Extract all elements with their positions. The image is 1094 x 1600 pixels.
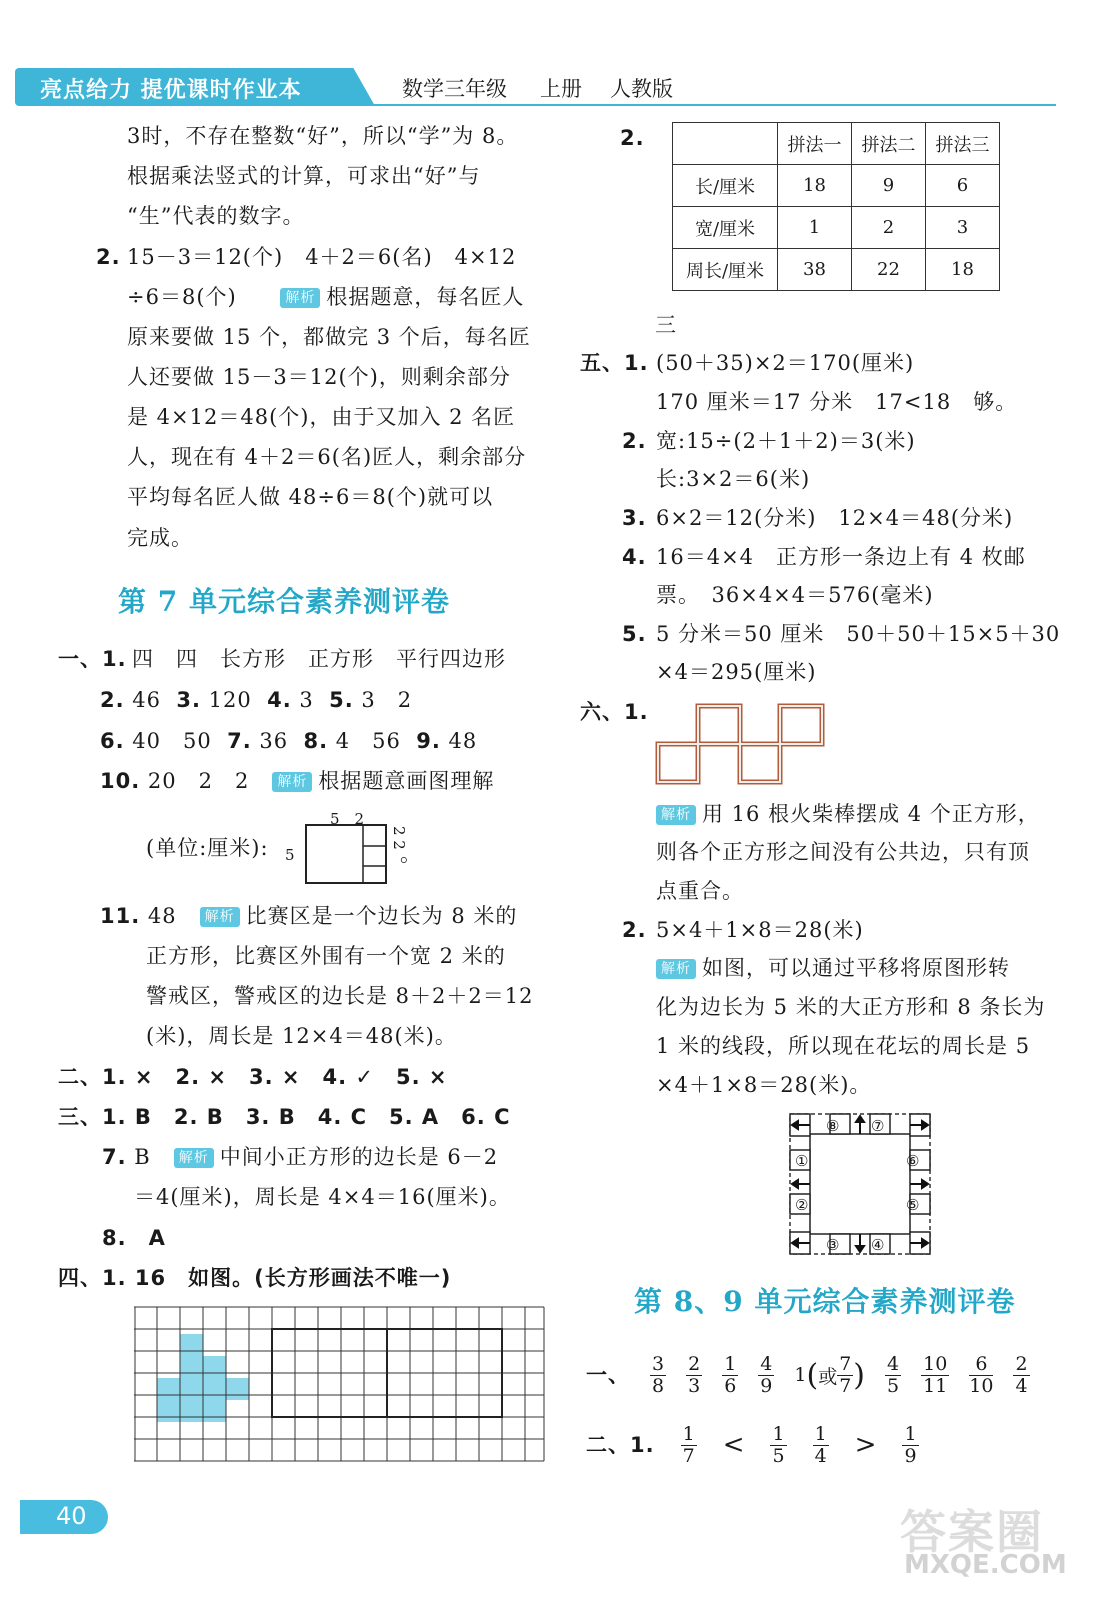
fraction: $\frac{1}{4}$ bbox=[814, 1422, 827, 1467]
text-line bbox=[656, 802, 1040, 826]
question-number: 10. bbox=[100, 769, 141, 793]
section-label: 六、1. bbox=[580, 700, 649, 724]
table-cell: 3 bbox=[926, 207, 1000, 249]
table-cell: 22 bbox=[852, 249, 926, 291]
answer: 48 bbox=[448, 729, 478, 753]
answer: 3 2 bbox=[361, 688, 413, 712]
answer: 120 bbox=[208, 688, 252, 712]
answer: 40 50 bbox=[132, 729, 212, 753]
answer-row bbox=[100, 904, 517, 928]
fraction-alt: 1 ( 或 $\frac{7}{7}$ ) bbox=[794, 1352, 866, 1397]
question-number: 2. bbox=[622, 918, 647, 942]
table-row-label: 宽/厘米 bbox=[673, 207, 778, 249]
table-corner bbox=[673, 123, 778, 165]
text-line: 宽:15÷(2＋1＋2)＝3(米) bbox=[656, 429, 916, 453]
table-cell: 1 bbox=[778, 207, 852, 249]
analysis-tag: 解析 bbox=[200, 907, 240, 927]
text-line: 原来要做 15 个，都做完 3 个后，每名匠 bbox=[127, 325, 531, 349]
section-label: 二、1. bbox=[586, 1433, 655, 1457]
text-line: 1 米的线段，所以现在花坛的周长是 5 bbox=[656, 1034, 1031, 1058]
question-number: 3. bbox=[622, 506, 647, 530]
answer-3: 三 bbox=[655, 313, 677, 337]
text-line: 5 分米＝50 厘米 50＋50＋15×5＋30 bbox=[656, 622, 1061, 646]
fraction: $\frac{6}{10}$ bbox=[969, 1352, 994, 1397]
question-number: 2. bbox=[100, 688, 125, 712]
fraction: $\frac{2}{3}$ bbox=[688, 1352, 701, 1397]
greater-than-sign: > bbox=[854, 1430, 877, 1460]
text-line: (50＋35)×2＝170(厘米) bbox=[656, 351, 915, 375]
table-row-label: 长/厘米 bbox=[673, 165, 778, 207]
figure-label: ① bbox=[795, 1152, 809, 1170]
section-4-answer: 四、1. 16 如图。(长方形画法不唯一) bbox=[58, 1266, 452, 1290]
text-line bbox=[656, 956, 1010, 980]
text-line: 人，现在有 4＋2＝6(名)匠人，剩余部分 bbox=[127, 445, 527, 469]
question-number: 5. bbox=[622, 622, 647, 646]
text-line: 完成。 bbox=[127, 526, 193, 550]
question-number: 3. bbox=[176, 688, 201, 712]
figure-label: ⑦ bbox=[871, 1117, 885, 1135]
unit-note: (单位:厘米): bbox=[146, 836, 269, 860]
fraction: $\frac{1}{6}$ bbox=[724, 1352, 737, 1397]
text-part: 根据题意画图理解 bbox=[318, 769, 495, 793]
question-number: 4. bbox=[622, 545, 647, 569]
dim-label-top: 5 2 bbox=[330, 810, 365, 828]
question-number: 2. bbox=[96, 245, 121, 269]
analysis-tag: 解析 bbox=[656, 805, 696, 825]
answer-row bbox=[100, 769, 494, 793]
section-label: 五、1. bbox=[580, 351, 649, 375]
header-brand: 亮点给力 提优课时作业本 bbox=[40, 78, 302, 103]
table-header: 拼法三 bbox=[926, 123, 1000, 165]
table-cell: 2 bbox=[852, 207, 926, 249]
less-than-sign: < bbox=[722, 1430, 745, 1460]
q10-rectangle-figure bbox=[305, 824, 387, 884]
fraction: $\frac{4}{9}$ bbox=[760, 1352, 773, 1397]
fraction: $\frac{2}{4}$ bbox=[1015, 1352, 1028, 1397]
dim-label-left: 5 bbox=[285, 846, 295, 864]
header-subject: 数学三年级 bbox=[402, 77, 507, 101]
answer-row: 8. A bbox=[102, 1226, 166, 1250]
analysis-tag: 解析 bbox=[272, 772, 312, 792]
answer: 48 bbox=[147, 904, 177, 928]
figure-label: ⑤ bbox=[906, 1196, 920, 1214]
answer-row bbox=[100, 688, 412, 712]
question-number: 7. bbox=[227, 729, 252, 753]
text-line: 化为边长为 5 米的大正方形和 8 条长为 bbox=[656, 995, 1046, 1019]
fraction-alt-number: 1 bbox=[794, 1364, 807, 1386]
dim-label-right: 2 2 bbox=[390, 826, 408, 850]
fraction-alt-word: 或 bbox=[818, 1365, 838, 1388]
section-89-title: 第 8、9 单元综合素养测评卷 bbox=[634, 1285, 1016, 1318]
question-number: 4. bbox=[267, 688, 292, 712]
text-line: 长:3×2＝6(米) bbox=[656, 467, 811, 491]
text-line: 警戒区，警戒区的边长是 8＋2＋2＝12 bbox=[146, 984, 534, 1008]
text-line: ×4＋1×8＝28(米)。 bbox=[656, 1073, 872, 1097]
comparison-row bbox=[586, 1420, 919, 1470]
fraction: $\frac{10}{11}$ bbox=[923, 1352, 948, 1397]
answer: B bbox=[134, 1145, 151, 1169]
figure-label: ④ bbox=[871, 1236, 885, 1254]
text-line: 票。 36×4×4＝576(毫米) bbox=[656, 583, 934, 607]
answer: 20 2 2 bbox=[147, 769, 250, 793]
text-line: ＝4(厘米)，周长是 4×4＝16(厘米)。 bbox=[134, 1185, 511, 1209]
answer-line: 四 四 长方形 正方形 平行四边形 bbox=[132, 647, 506, 671]
text-line: “生”代表的数字。 bbox=[127, 204, 305, 228]
matchstick-squares-figure bbox=[652, 700, 828, 786]
text-line: 则各个正方形之间没有公共边，只有顶 bbox=[656, 840, 1030, 864]
text-line: (米)，周长是 12×4＝48(米)。 bbox=[146, 1024, 457, 1048]
table-cell: 6 bbox=[926, 165, 1000, 207]
section-3-answers: 三、1. B 2. B 3. B 4. C 5. A 6. C bbox=[58, 1105, 511, 1129]
text-part: 如图，可以通过平移将原图形转 bbox=[702, 956, 1010, 980]
watermark-logo: 答案圈 bbox=[900, 1505, 1044, 1559]
figure-label: ③ bbox=[826, 1236, 840, 1254]
fraction: $\frac{3}{8}$ bbox=[652, 1352, 665, 1397]
answer: 46 bbox=[132, 688, 162, 712]
analysis-tag: 解析 bbox=[656, 959, 696, 979]
table-header: 拼法二 bbox=[852, 123, 926, 165]
answer: 4 56 bbox=[335, 729, 401, 753]
question-number: 6. bbox=[100, 729, 125, 753]
figure-label: ② bbox=[795, 1196, 809, 1214]
text-part: 用 16 根火柴棒摆成 4 个正方形， bbox=[702, 802, 1040, 826]
question-number: 5. bbox=[329, 688, 354, 712]
text-line: ×4＝295(厘米) bbox=[656, 660, 817, 684]
header-volume: 上册 bbox=[540, 77, 582, 101]
text-line: 平均每名匠人做 48÷6＝8(个)就可以 bbox=[127, 485, 494, 509]
grid-figure bbox=[134, 1306, 546, 1468]
table-row-label: 周长/厘米 bbox=[673, 249, 778, 291]
text-line: 3时，不存在整数“好”，所以“学”为 8。 bbox=[127, 124, 519, 148]
text-line: 5×4＋1×8＝28(米) bbox=[656, 918, 864, 942]
fraction: $\frac{4}{5}$ bbox=[887, 1352, 900, 1397]
answer-row bbox=[102, 1145, 498, 1169]
question-number: 8. bbox=[303, 729, 329, 753]
header-rule bbox=[370, 104, 1056, 106]
answer: 3 bbox=[299, 688, 314, 712]
flowerbed-figure bbox=[786, 1110, 934, 1258]
table-cell: 18 bbox=[926, 249, 1000, 291]
question-number: 7. bbox=[102, 1145, 127, 1169]
text-line: 170 厘米＝17 分米 17<18 够。 bbox=[656, 390, 1018, 414]
analysis-tag: 解析 bbox=[174, 1148, 214, 1168]
figure-label: ⑧ bbox=[826, 1117, 840, 1135]
text-line: 是 4×12＝48(个)，由于又加入 2 名匠 bbox=[127, 405, 516, 429]
period: 。 bbox=[400, 842, 422, 866]
header-edition: 人教版 bbox=[610, 77, 673, 101]
text-line: 6×2＝12(分米) 12×4＝48(分米) bbox=[656, 506, 1014, 530]
table-cell: 9 bbox=[852, 165, 926, 207]
question-number: 11. bbox=[100, 904, 141, 928]
text-line: 点重合。 bbox=[656, 879, 744, 903]
text-line: 人还要做 15－3＝12(个)，则剩余部分 bbox=[127, 365, 511, 389]
fraction: $\frac{1}{5}$ bbox=[772, 1422, 785, 1467]
table-header: 拼法一 bbox=[778, 123, 852, 165]
section-label: 一、1. bbox=[58, 647, 127, 671]
text-part: 比赛区是一个边长为 8 米的 bbox=[245, 904, 518, 928]
watermark-url: MXQE.COM bbox=[904, 1550, 1067, 1580]
text-line: 15－3＝12(个) 4＋2＝6(名) 4×12 bbox=[127, 245, 517, 269]
right-question-2-number: 2. bbox=[620, 126, 645, 150]
text-part: 根据题意，每名匠人 bbox=[326, 285, 525, 309]
fraction: $\frac{7}{7}$ bbox=[839, 1352, 852, 1397]
section-7-title: 第 7 单元综合素养测评卷 bbox=[118, 585, 450, 618]
text-line bbox=[127, 285, 524, 309]
fractions-row bbox=[586, 1350, 1030, 1400]
fraction: $\frac{1}{7}$ bbox=[682, 1422, 695, 1467]
section-2-answers: 二、1. × 2. × 3. × 4. ✓ 5. × bbox=[58, 1065, 448, 1089]
answer-row bbox=[100, 729, 477, 753]
section-label: 一、 bbox=[586, 1363, 630, 1387]
question-number: 2. bbox=[622, 429, 647, 453]
puzzle-table bbox=[672, 122, 1000, 291]
text-part: 中间小正方形的边长是 6－2 bbox=[219, 1145, 499, 1169]
figure-label: ⑥ bbox=[906, 1152, 920, 1170]
table-cell: 38 bbox=[778, 249, 852, 291]
answer: 36 bbox=[259, 729, 289, 753]
fraction: $\frac{1}{9}$ bbox=[904, 1422, 917, 1467]
text-line: 根据乘法竖式的计算，可求出“好”与 bbox=[127, 164, 481, 188]
question-number: 9. bbox=[416, 729, 441, 753]
analysis-tag: 解析 bbox=[280, 288, 320, 308]
text-line: 正方形，比赛区外围有一个宽 2 米的 bbox=[146, 944, 506, 968]
text-line: 16＝4×4 正方形一条边上有 4 枚邮 bbox=[656, 545, 1026, 569]
page-number: 40 bbox=[56, 1502, 87, 1530]
table-cell: 18 bbox=[778, 165, 852, 207]
text-part: ÷6＝8(个) bbox=[127, 285, 237, 309]
